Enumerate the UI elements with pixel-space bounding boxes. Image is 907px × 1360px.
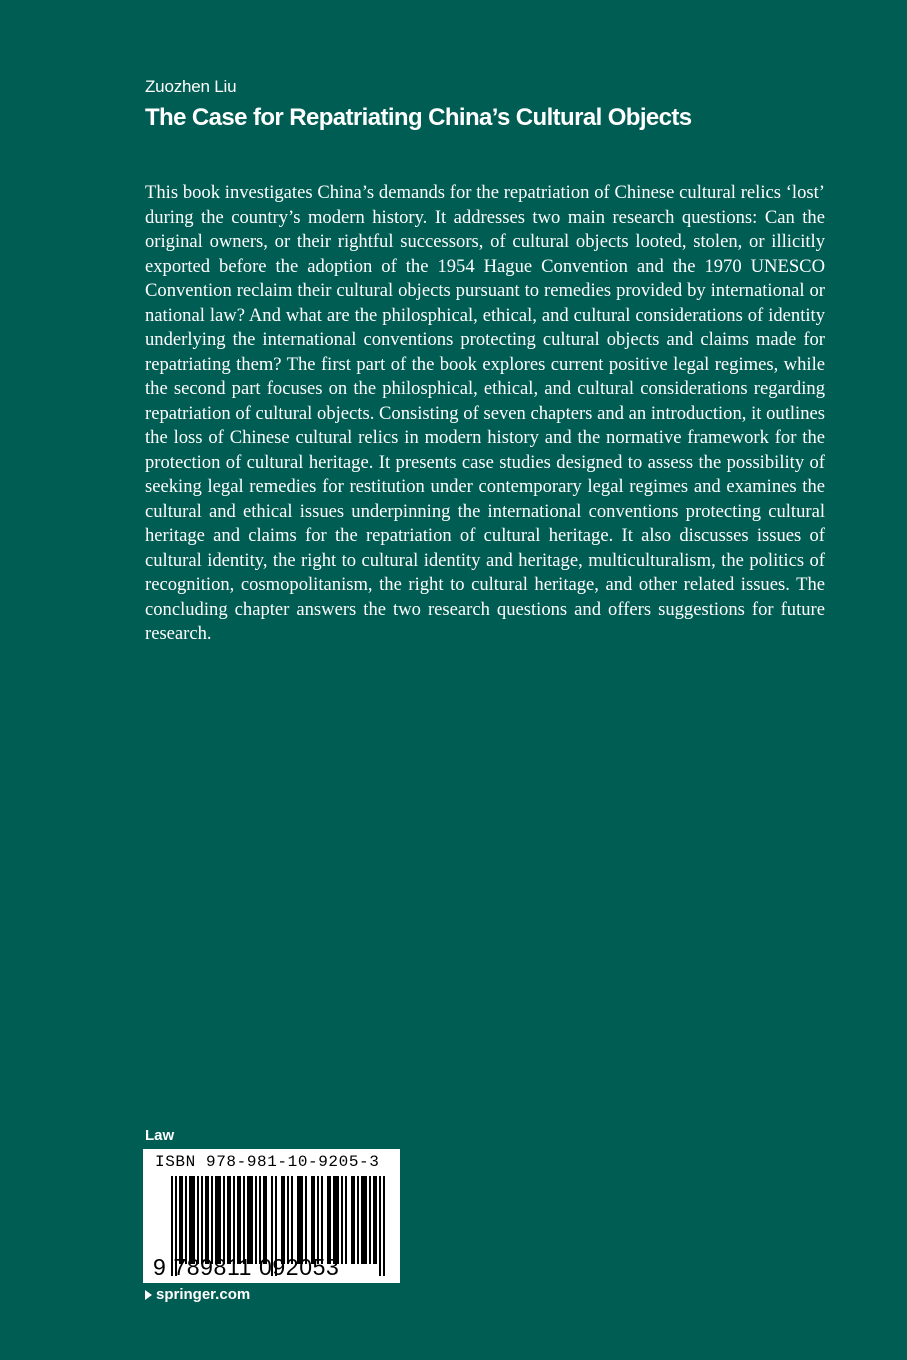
ean-digits: 9 789811 092053 bbox=[153, 1254, 340, 1280]
author-name: Zuozhen Liu bbox=[145, 77, 237, 96]
subject-label: Law bbox=[145, 1127, 175, 1144]
website-label: springer.com bbox=[156, 1286, 251, 1303]
book-description: This book investigates China’s demands for the repatriation of Chinese cultural relics ‘lost’ during the country’s modern history. It addresses two main research questions: Can the original owners, or their rightful successors, of cultural objects looted, stolen, or illicitly exported before the adoption of the 1954 Hague Convention and the 1970 UNESCO Convention reclaim their cultural objects pursuant to remedies provided by international or national law? And what are the philosphical, ethical, and cultural considerations of identity underlying the international conventions protecting cultural objects and claims made for repatriating them? The first part of the book explores current positive legal regimes, while the second part focuses on the philosphical, ethical, and cultural considerations regarding repatriation of cultural objects. Consisting of seven chapters and an introduction, it outlines the loss of Chinese cultural relics in modern history and the normative framework for the protection of cultural heritage. It presents case studies designed to assess the possibility of seeking legal remedies for restitution under contemporary legal regimes and examines the cultural and ethical issues underpinning the international conventions protecting cultural heritage and claims for the repatriation of cultural heritage. It also discusses issues of cultural identity, the right to cultural identity and heritage, multiculturalism, the politics of recognition, cosmopolitanism, the right to cultural heritage, and other related issues. The concluding chapter answers the two research questions and offers suggestions for future research. bbox=[145, 182, 825, 644]
publisher-link[interactable] bbox=[145, 1286, 250, 1303]
arrow-right-icon bbox=[145, 1290, 152, 1300]
barcode-panel bbox=[143, 1149, 400, 1283]
isbn-label: ISBN 978-981-10-9205-3 bbox=[155, 1153, 380, 1171]
book-title: The Case for Repatriating China’s Cultural Objects bbox=[145, 104, 692, 131]
